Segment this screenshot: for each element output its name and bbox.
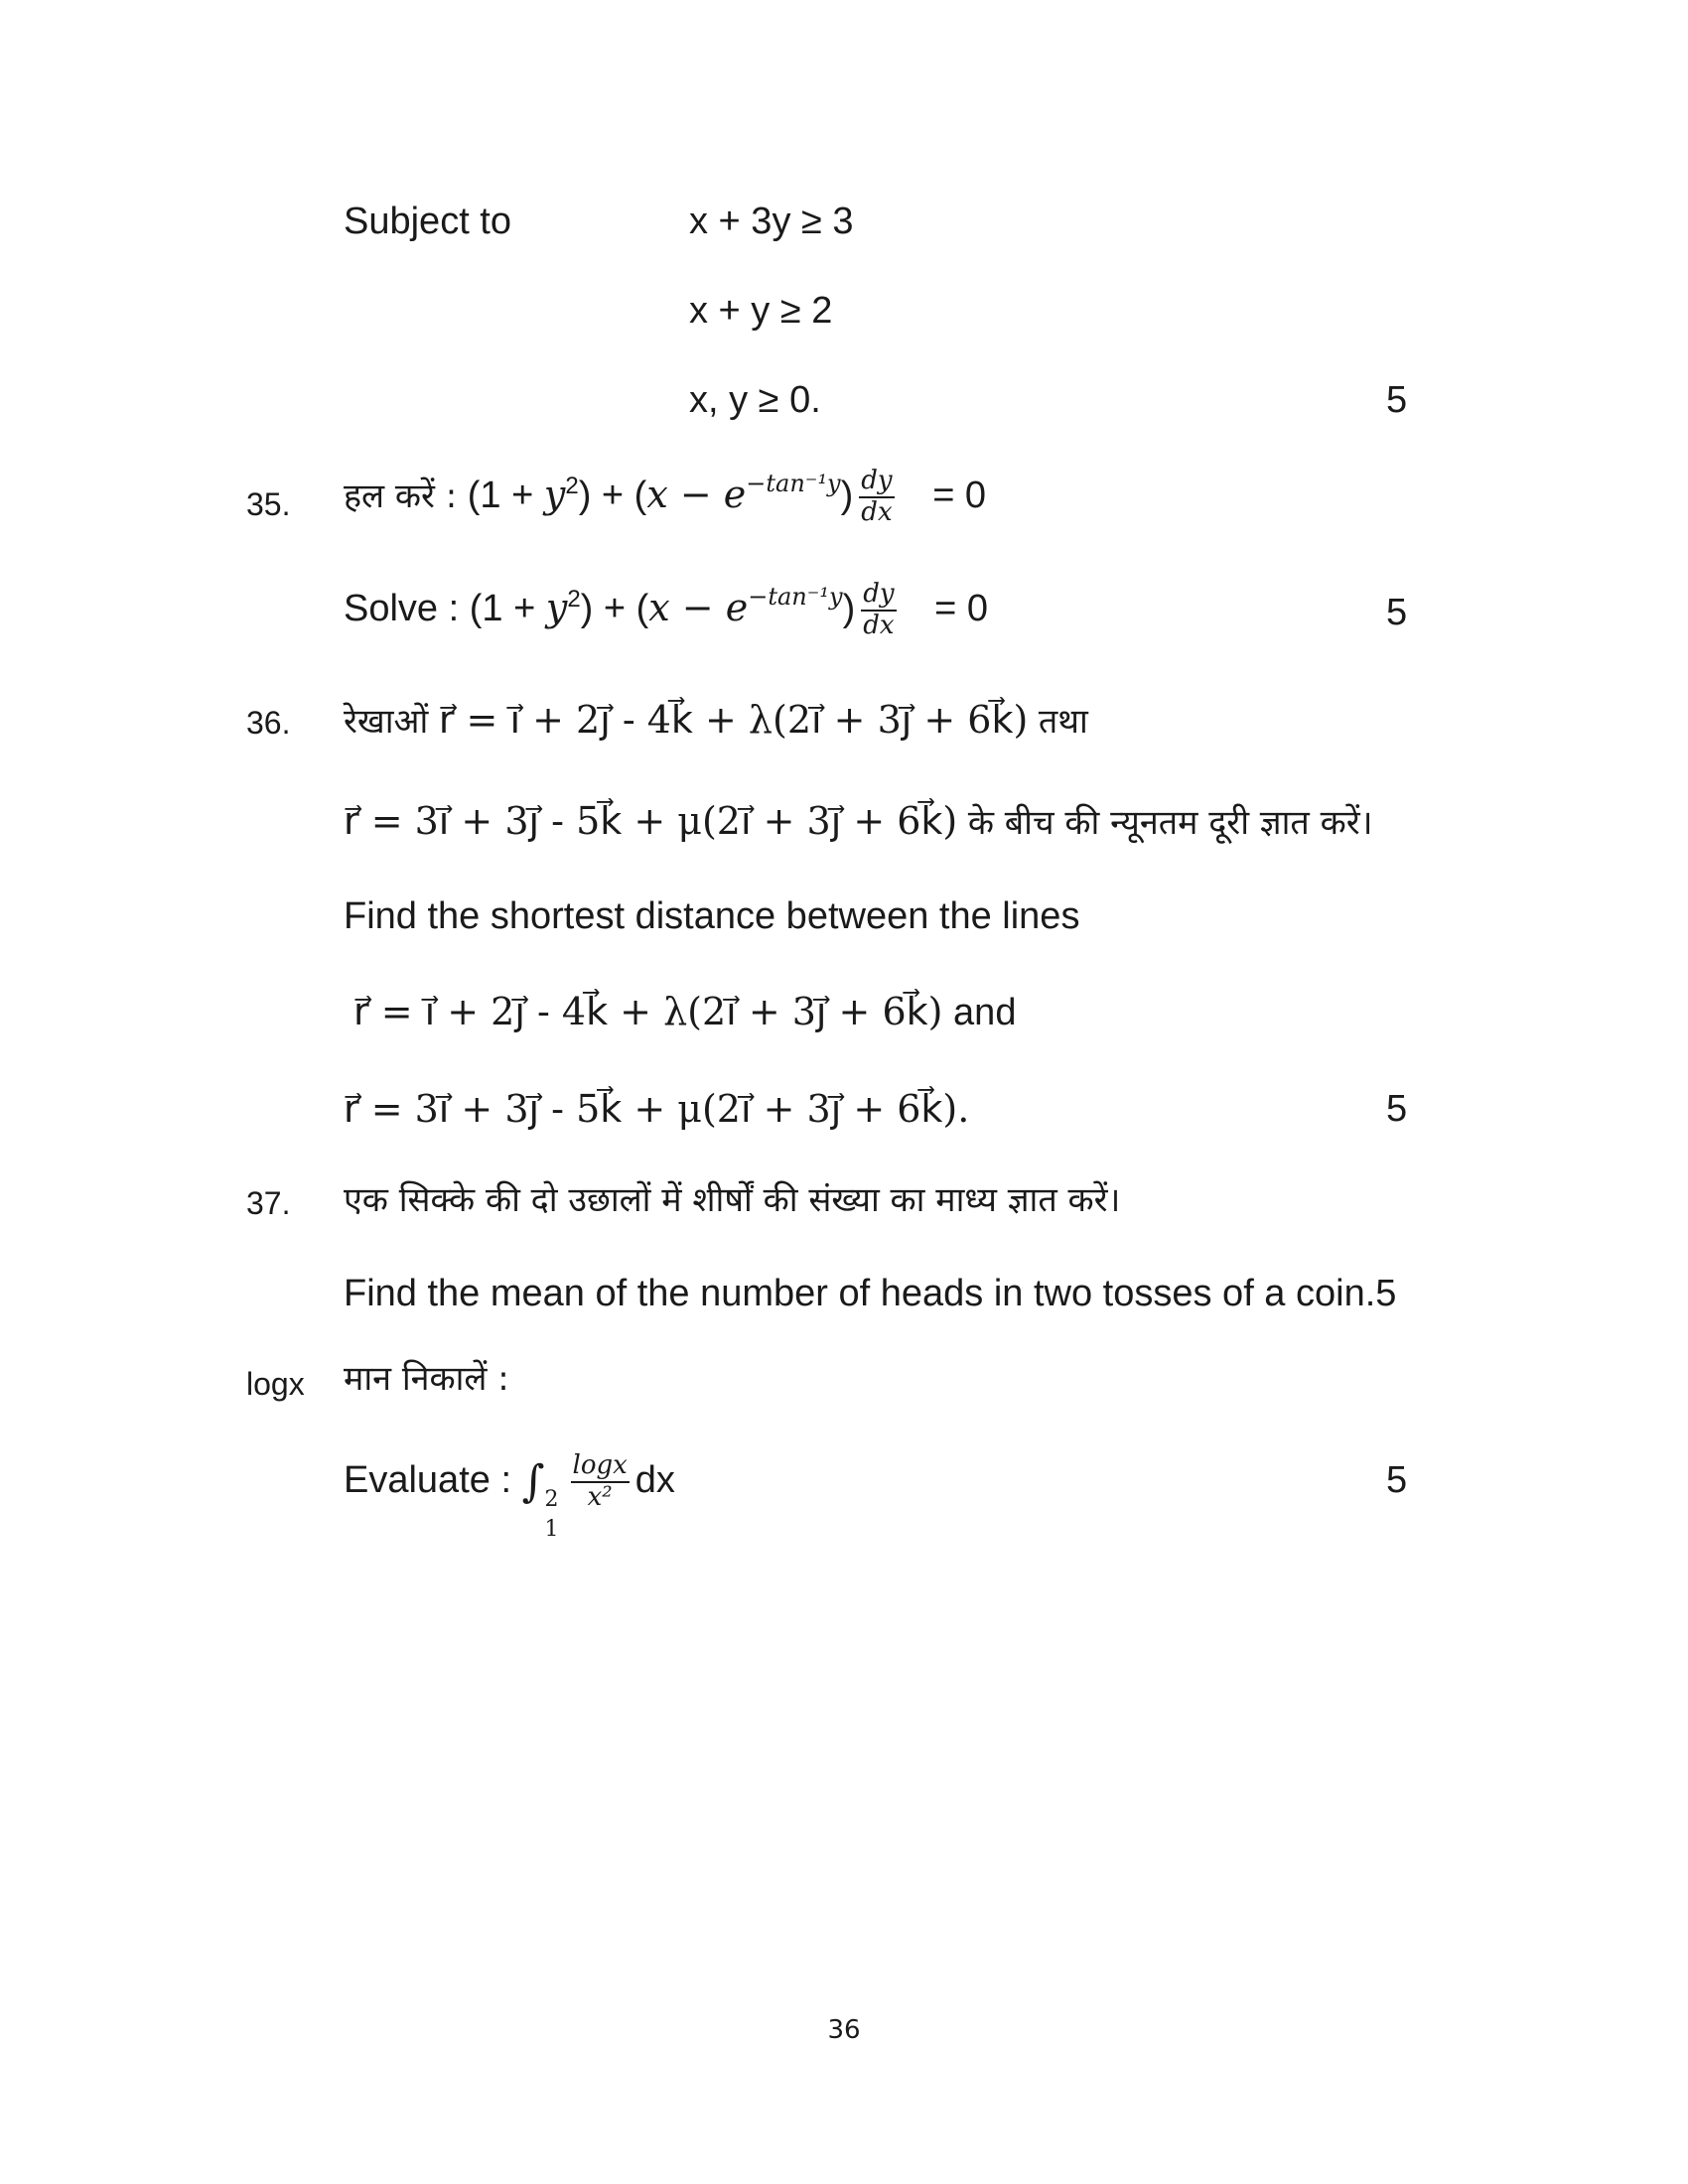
q35-e-y: y xyxy=(545,585,568,629)
q35-e-lhs-b: ) + ( xyxy=(580,587,649,629)
question-number-35: 35. xyxy=(246,486,291,522)
integral-sign-icon: ∫ xyxy=(521,1455,545,1507)
q36-hindi-line-1 xyxy=(344,698,1088,742)
constraint-2: x + y ≥ 2 xyxy=(689,290,833,332)
q38-upper-limit: 2 xyxy=(544,1486,559,1512)
marks-38: 5 xyxy=(1386,1459,1408,1501)
q38-denominator: x² xyxy=(587,1481,613,1512)
q35-e-sq: 2 xyxy=(567,585,581,613)
q36-en-and: and xyxy=(953,992,1017,1033)
q35-e-lhs-a: (1 + xyxy=(469,587,546,629)
q35-english-equation xyxy=(344,580,988,641)
marks-35: 5 xyxy=(1386,592,1408,633)
q36-english-text: Find the shortest distance between the lines xyxy=(344,895,1080,937)
q36-english-line-1 xyxy=(353,990,1017,1033)
q36-hindi-line-2-eq: r⃗ = 3ı⃗ + 3ȷ⃗ - 5k⃗ + μ(2ı⃗ + 3ȷ⃗ + 6k⃗) xyxy=(344,799,958,843)
q35-h-derivative: $\frac{dy}{dx}$ xyxy=(861,466,893,527)
q35-e-close: ) xyxy=(842,587,856,629)
question-number-38: logx xyxy=(246,1366,305,1402)
q37-hindi-text: एक सिक्के की दो उछालों में शीर्षों की संख्या का माध्य ज्ञात करें। xyxy=(344,1180,1121,1220)
q35-h-rhs: = 0 xyxy=(932,474,987,516)
q35-h-close: ) xyxy=(840,474,854,516)
marks-36: 5 xyxy=(1386,1088,1408,1130)
q38-limits xyxy=(544,1486,559,1542)
q36-en-line-1-eq: r⃗ = ı⃗ + 2ȷ⃗ - 4k⃗ + λ(2ı⃗ + 3ȷ⃗ + 6k⃗) xyxy=(353,990,943,1033)
q38-en-prefix: Evaluate : xyxy=(344,1458,511,1501)
q38-lower-limit: 1 xyxy=(544,1516,559,1542)
q35-h-lhs-b: ) + ( xyxy=(578,474,647,516)
q35-e-exp: −tan⁻¹y xyxy=(748,582,843,611)
q36-hindi-tatha: तथा xyxy=(1038,702,1088,742)
q38-hindi-text: मान निकालें : xyxy=(344,1359,509,1399)
q37-english-text: Find the mean of the number of heads in two tosses of a coin.5 xyxy=(344,1273,1397,1314)
q35-h-lhs-a: (1 + xyxy=(467,474,544,516)
q35-h-y: y xyxy=(543,472,566,516)
q36-hindi-line-2 xyxy=(344,799,1373,843)
q38-fraction xyxy=(571,1451,630,1513)
q38-dx: dx xyxy=(634,1458,675,1501)
constraint-3: x, y ≥ 0. xyxy=(689,379,821,421)
q35-h-x-e: x − e xyxy=(646,472,747,516)
page-number: 36 xyxy=(827,2015,861,2045)
q35-e-x-e: x − e xyxy=(648,585,749,629)
q35-e-derivative: $\frac{dy}{dx}$ xyxy=(863,579,895,640)
q35-e-rhs: = 0 xyxy=(934,587,989,629)
q35-hindi-equation xyxy=(344,467,986,528)
q35-h-sq: 2 xyxy=(565,472,579,499)
constraint-1: x + 3y ≥ 3 xyxy=(689,201,854,242)
marks-lp: 5 xyxy=(1386,379,1408,421)
q36-en-line-2-eq: r⃗ = 3ı⃗ + 3ȷ⃗ - 5k⃗ + μ(2ı⃗ + 3ȷ⃗ + 6k⃗). xyxy=(344,1087,970,1131)
subject-to-label: Subject to xyxy=(344,201,511,242)
q36-hindi-suffix: के बीच की न्यूनतम दूरी ज्ञात करें। xyxy=(967,803,1373,843)
q36-hindi-prefix: रेखाओं xyxy=(344,702,429,742)
question-number-36: 36. xyxy=(246,705,291,741)
q38-numerator: logx xyxy=(571,1451,630,1483)
q36-hindi-line-1-eq: r⃗ = ı⃗ + 2ȷ⃗ - 4k⃗ + λ(2ı⃗ + 3ȷ⃗ + 6k⃗) xyxy=(438,698,1029,742)
q35-en-prefix: Solve : xyxy=(344,587,460,629)
question-number-37: 37. xyxy=(246,1185,291,1221)
q35-hindi-prefix: हल करें : xyxy=(344,476,458,516)
q35-h-exp: −tan⁻¹y xyxy=(746,469,841,497)
q38-english-equation xyxy=(344,1451,675,1541)
q36-english-line-2 xyxy=(344,1087,970,1131)
